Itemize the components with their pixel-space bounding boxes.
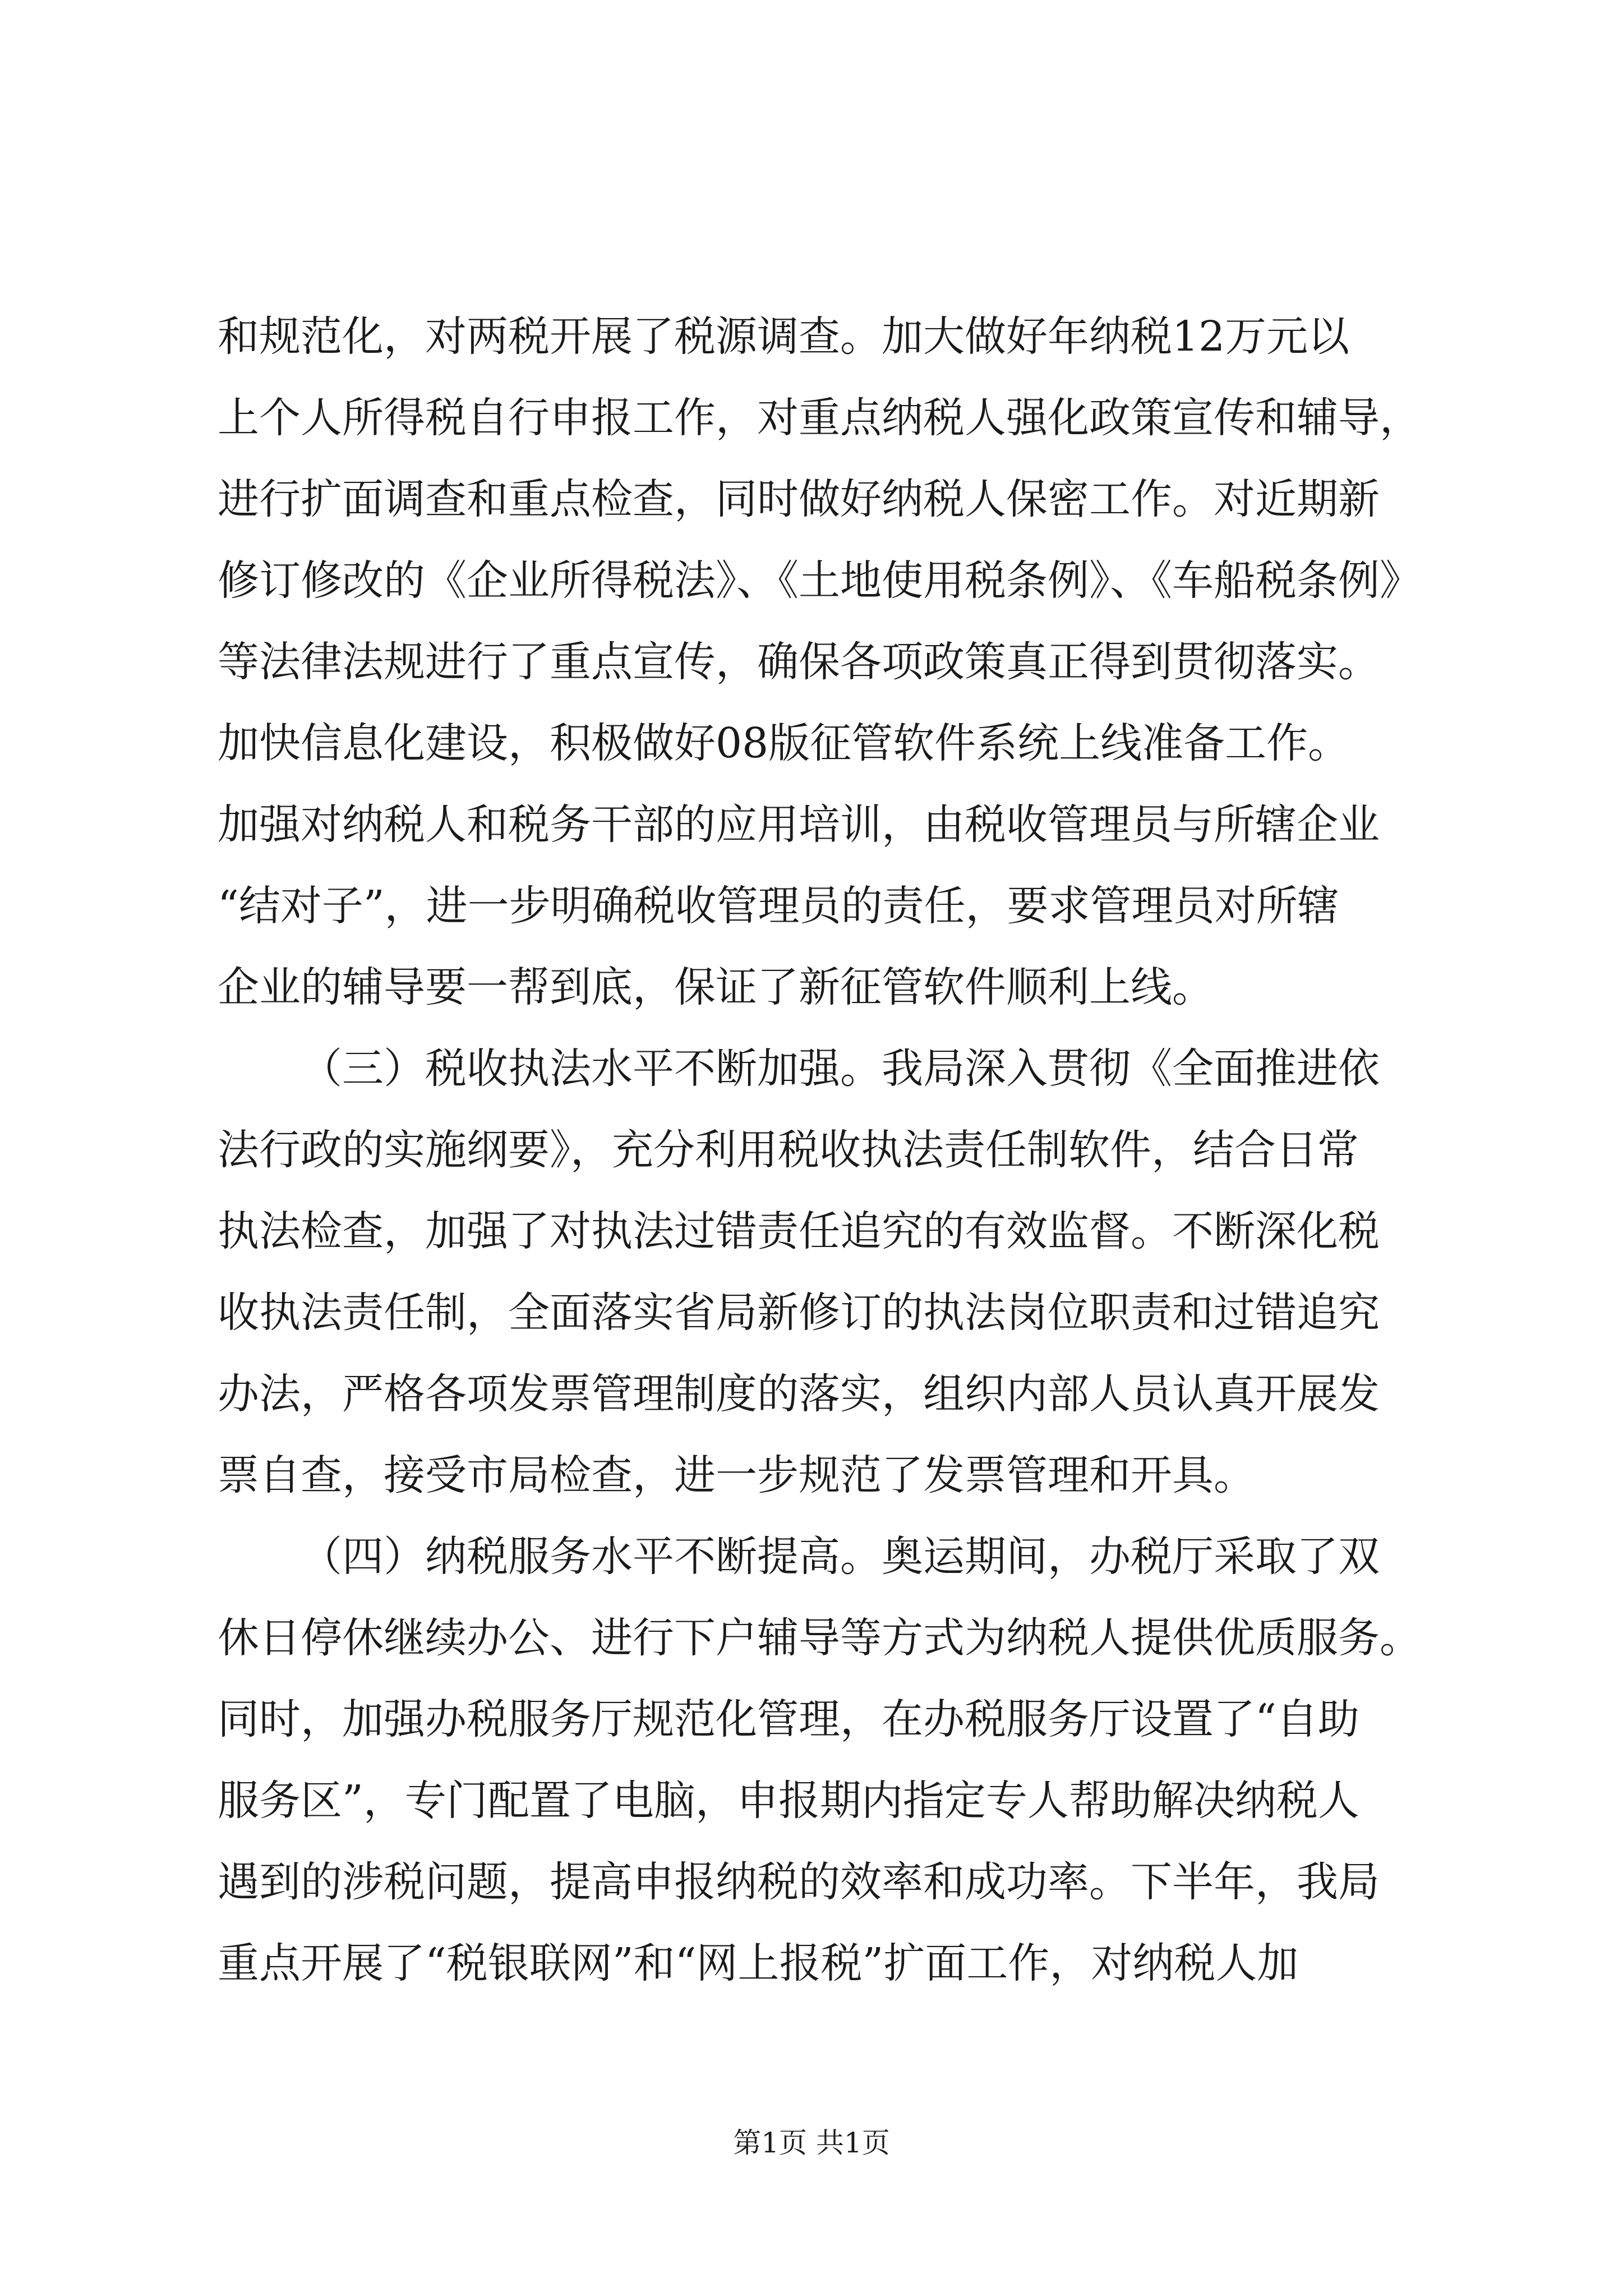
text-line: 执法检查，加强了对执法过错责任追究的有效监督。不断深化税 bbox=[218, 1207, 1380, 1255]
paragraph-first-line: （三）税收执法水平不断加强。我局深入贯彻《全面推进依 bbox=[301, 1045, 1380, 1093]
text-line: 办法，严格各项发票管理制度的落实，组织内部人员认真开展发 bbox=[218, 1370, 1380, 1418]
text-line: 同时，加强办税服务厅规范化管理，在办税服务厅设置了“自助 bbox=[218, 1695, 1359, 1743]
text-line: 遇到的涉税问题，提高申报纳税的效率和成功率。下半年，我局 bbox=[218, 1858, 1380, 1906]
text-line: 休日停休继续办公、进行下户辅导等方式为纳税人提供优质服务。 bbox=[218, 1614, 1421, 1662]
paragraph-first-line: （四）纳税服务水平不断提高。奥运期间，办税厅采取了双 bbox=[301, 1533, 1380, 1581]
text-line: 和规范化，对两税开展了税源调查。加大做好年纳税12万元以 bbox=[218, 312, 1350, 361]
text-line: 重点开展了“税银联网”和“网上报税”扩面工作，对纳税人加 bbox=[218, 1939, 1299, 1987]
text-line: “结对子”，进一步明确税收管理员的责任，要求管理员对所辖 bbox=[218, 882, 1339, 930]
page-number-footer: 第1页 共1页 bbox=[733, 2127, 890, 2159]
text-line: 收执法责任制，全面落实省局新修订的执法岗位职责和过错追究 bbox=[218, 1289, 1380, 1337]
text-line: 加强对纳税人和税务干部的应用培训，由税收管理员与所辖企业 bbox=[218, 800, 1380, 849]
text-line: 企业的辅导要一帮到底，保证了新征管软件顺利上线。 bbox=[218, 963, 1214, 1011]
text-line: 票自查，接受市局检查，进一步规范了发票管理和开具。 bbox=[218, 1451, 1255, 1499]
text-line: 服务区”，专门配置了电脑，申报期内指定专人帮助解决纳税人 bbox=[218, 1777, 1359, 1825]
text-line: 修订修改的《企业所得税法》、《土地使用税条例》、《车船税条例》 bbox=[218, 556, 1421, 605]
text-line: 等法律法规进行了重点宣传，确保各项政策真正得到贯彻落实。 bbox=[218, 638, 1380, 686]
text-line: 进行扩面调查和重点检查，同时做好纳税人保密工作。对近期新 bbox=[218, 475, 1380, 523]
text-line: 加快信息化建设，积极做好08版征管软件系统上线准备工作。 bbox=[218, 719, 1350, 767]
text-line: 上个人所得税自行申报工作，对重点纳税人强化政策宣传和辅导， bbox=[218, 394, 1421, 442]
text-line: 法行政的实施纲要》，充分利用税收执法责任制软件，结合日常 bbox=[218, 1126, 1359, 1174]
